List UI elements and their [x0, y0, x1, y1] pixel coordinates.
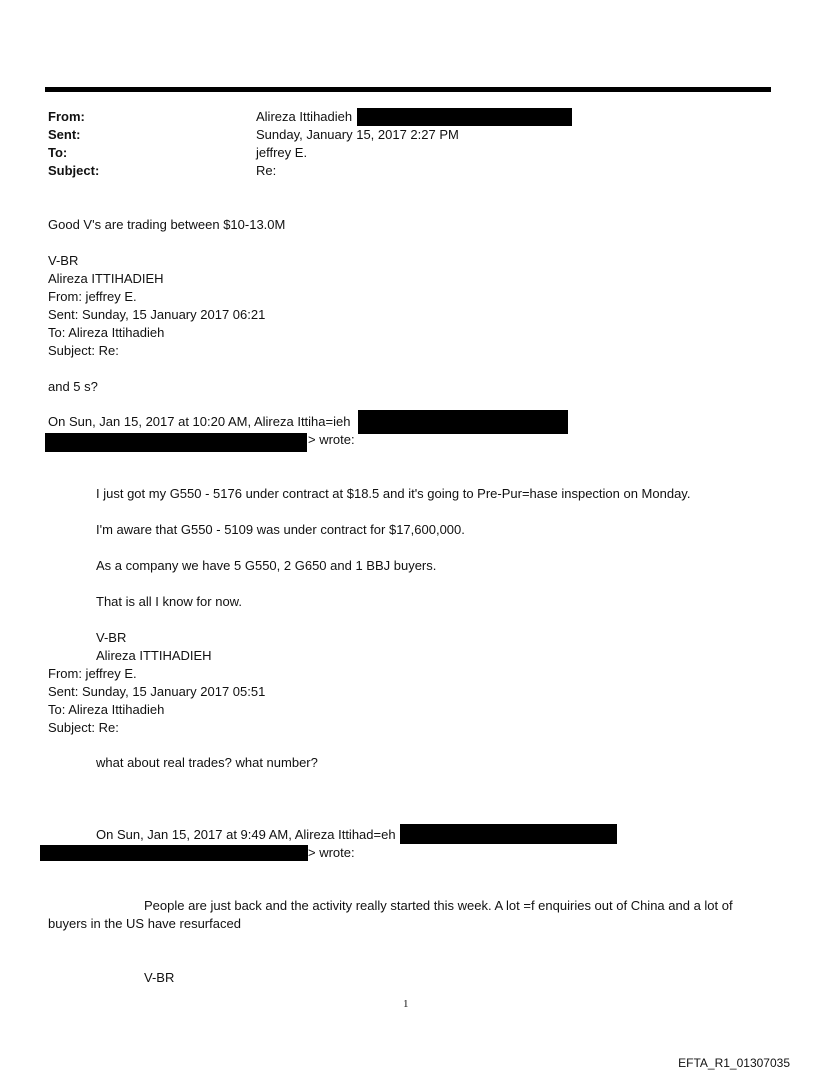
body-line: Good V's are trading between $10-13.0M — [48, 217, 286, 232]
quoted-to: To: Alireza Ittihadieh — [48, 325, 165, 340]
header-rule — [45, 87, 771, 92]
quoted-subject: Subject: Re: — [48, 720, 119, 735]
quoted-attribution: On Sun, Jan 15, 2017 at 9:49 AM, Alireza Ittihad=eh — [96, 827, 396, 842]
subject-value: Re: — [256, 163, 277, 178]
message-paragraph: That is all I know for now. — [96, 594, 242, 609]
quoted-from: From: jeffrey E. — [48, 289, 137, 304]
quoted-wrote: > wrote: — [308, 845, 355, 860]
from-label: From: — [48, 109, 85, 124]
redaction-block — [358, 410, 568, 434]
redaction-block — [400, 824, 617, 844]
page-number: 1 — [403, 998, 409, 1010]
quoted-sent: Sent: Sunday, 15 January 2017 06:21 — [48, 307, 266, 322]
quoted-message: and 5 s? — [48, 379, 98, 394]
document-id: EFTA_R1_01307035 — [678, 1056, 790, 1070]
signature-line: V-BR — [96, 630, 127, 645]
to-value: jeffrey E. — [256, 145, 308, 160]
quoted-to: To: Alireza Ittihadieh — [48, 702, 165, 717]
message-paragraph: As a company we have 5 G550, 2 G650 and 1 BBJ buyers. — [96, 558, 437, 573]
sent-label: Sent: — [48, 127, 81, 142]
quoted-attribution: On Sun, Jan 15, 2017 at 10:20 AM, Alireza Ittiha=ieh — [48, 414, 351, 429]
message-paragraph: I just got my G550 - 5176 under contract at $18.5 and it's going to Pre-Pur=hase inspection on Monday. — [96, 486, 691, 501]
quoted-from: From: jeffrey E. — [48, 666, 137, 681]
redaction-block — [40, 845, 308, 861]
quoted-message: what about real trades? what number? — [96, 755, 318, 770]
redaction-block — [45, 433, 307, 452]
from-value: Alireza Ittihadieh — [256, 109, 353, 124]
quoted-wrote: > wrote: — [308, 432, 355, 447]
quoted-sent: Sent: Sunday, 15 January 2017 05:51 — [48, 684, 266, 699]
message-paragraph: I'm aware that G550 - 5109 was under contract for $17,600,000. — [96, 522, 465, 537]
signature-name: Alireza ITTIHADIEH — [96, 648, 212, 663]
sent-value: Sunday, January 15, 2017 2:27 PM — [256, 127, 459, 142]
subject-label: Subject: — [48, 163, 100, 178]
message-paragraph: People are just back and the activity really started this week. A lot =f enquiries out of China and a lot of buyers in the US have resurfaced — [48, 898, 733, 931]
quoted-subject: Subject: Re: — [48, 343, 119, 358]
signature-name: Alireza ITTIHADIEH — [48, 271, 164, 286]
to-label: To: — [48, 145, 68, 160]
redaction-block — [357, 108, 572, 126]
signature-line: V-BR — [144, 970, 175, 985]
signature-line: V-BR — [48, 253, 79, 268]
